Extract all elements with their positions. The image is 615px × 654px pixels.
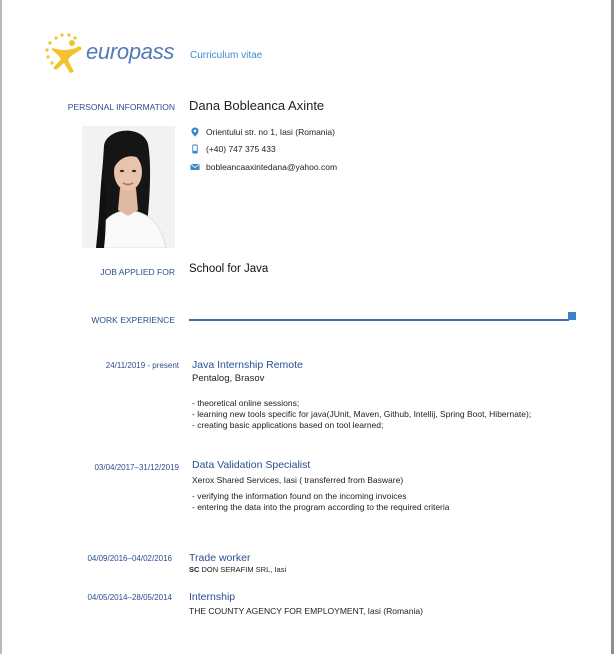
entry-dates: 04/05/2014–28/05/2014 xyxy=(87,593,172,602)
section-label-work-experience: WORK EXPERIENCE xyxy=(91,315,175,325)
entry-bullets xyxy=(192,398,531,431)
bullet-item: - learning new tools specific for java(JUnit, Maven, Github, Intellij, Spring Boot, Hibernate); xyxy=(192,409,532,419)
address-text: Orientului str. no 1, Iasi (Romania) xyxy=(206,127,335,137)
envelope-icon xyxy=(190,162,200,172)
entry-organization: THE COUNTY AGENCY FOR EMPLOYMENT, Iasi (Romania) xyxy=(189,606,423,616)
document-title: Curriculum vitae xyxy=(190,50,263,61)
bullet-item: - verifying the information found on the incoming invoices xyxy=(192,491,407,501)
entry-job-title: Trade worker xyxy=(189,552,251,564)
entry-job-title: Data Validation Specialist xyxy=(192,459,311,471)
contact-email[interactable] xyxy=(190,162,337,172)
org-name: DON SERAFIM SRL, Iasi xyxy=(199,565,287,574)
entry-dates: 04/09/2016–04/02/2016 xyxy=(87,554,172,563)
phone-icon xyxy=(190,144,200,154)
bullet-item: - creating basic applications based on tool learned; xyxy=(192,420,384,430)
person-name: Dana Bobleanca Axinte xyxy=(189,98,325,113)
entry-dates: 24/11/2019 - present xyxy=(105,361,179,370)
bullet-item: - entering the data into the program according to the required criteria xyxy=(192,502,450,512)
email-link[interactable]: bobleancaaxintedana@yahoo.com xyxy=(206,162,338,172)
entry-dates: 03/04/2017–31/12/2019 xyxy=(94,463,179,472)
entry-organization xyxy=(189,565,286,574)
entry-job-title: Java Internship Remote xyxy=(192,359,303,371)
entry-bullets xyxy=(192,491,450,513)
section-divider-line xyxy=(189,319,569,321)
org-prefix: SC xyxy=(189,565,200,574)
location-pin-icon xyxy=(190,127,200,137)
phone-text: (+40) 747 375 433 xyxy=(206,144,276,154)
section-label-personal-information: PERSONAL INFORMATION xyxy=(67,102,175,112)
contact-address xyxy=(190,127,335,137)
contact-phone xyxy=(190,144,276,154)
profile-photo xyxy=(82,126,175,248)
entry-organization: Xerox Shared Services, Iasi ( transferred from Basware) xyxy=(192,475,404,485)
section-divider-square xyxy=(568,312,576,320)
europass-logo xyxy=(42,30,182,76)
job-applied-value: School for Java xyxy=(189,263,269,275)
section-label-job-applied: JOB APPLIED FOR xyxy=(100,267,175,277)
entry-job-title: Internship xyxy=(189,591,236,603)
entry-organization: Pentalog, Brasov xyxy=(192,373,265,384)
europass-wordmark: europass xyxy=(86,39,175,64)
bullet-item: - theoretical online sessions; xyxy=(192,398,300,408)
